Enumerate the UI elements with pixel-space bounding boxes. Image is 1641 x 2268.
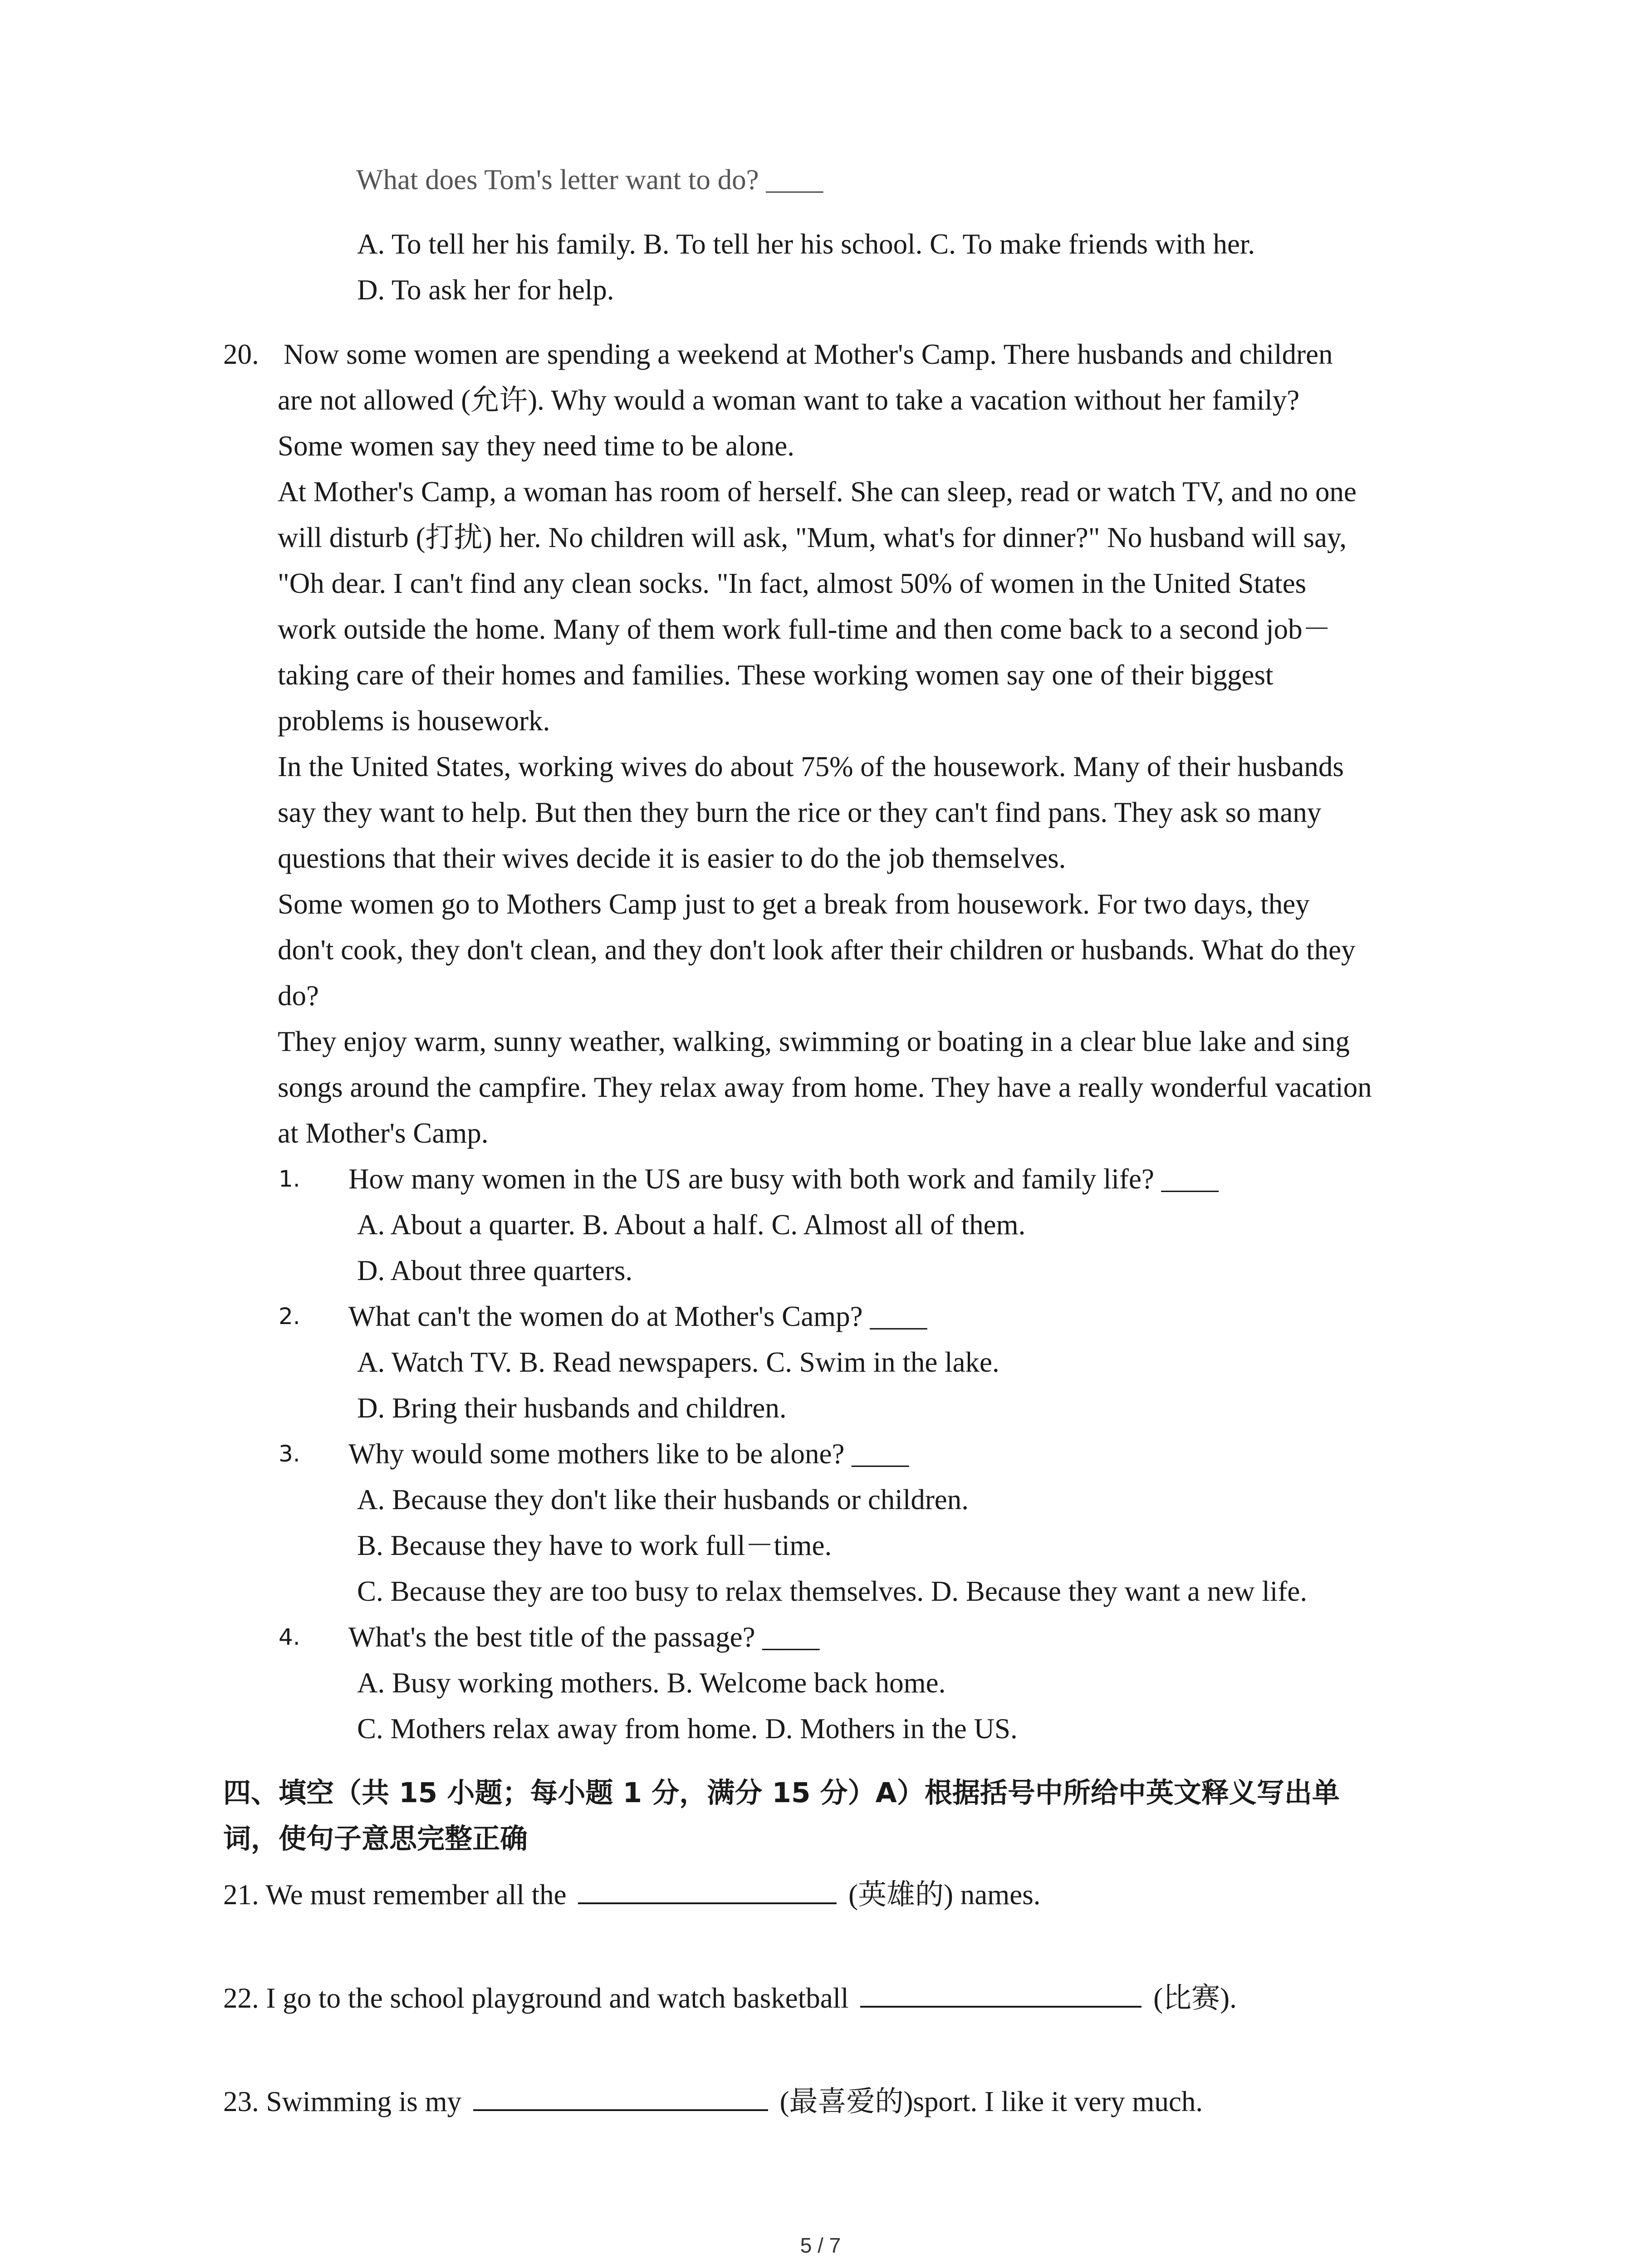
passage-line: At Mother's Camp, a woman has room of herself. She can sleep, read or watch TV, and no one <box>278 476 1357 508</box>
passage-line: In the United States, working wives do about 75% of the housework. Many of their husbands <box>278 751 1344 782</box>
passage-line: questions that their wives decide it is easier to do the job themselves. <box>278 842 1066 874</box>
fill-item-number: 21. <box>223 1879 259 1911</box>
passage-line: taking care of their homes and families. These working women say one of their biggest <box>278 659 1274 691</box>
passage-line: at Mother's Camp. <box>278 1117 489 1149</box>
answer-blank[interactable] <box>578 1871 837 1904</box>
option-line: C. Mothers relax away from home. D. Mothers in the US. <box>357 1713 1018 1745</box>
q19-option-line-2: D. To ask her for help. <box>357 274 614 306</box>
passage-line: don't cook, they don't clean, and they don't look after their children or husbands. What do they <box>278 934 1356 966</box>
option-line: D. Bring their husbands and children. <box>357 1392 787 1424</box>
passage-line: are not allowed (允许). Why would a woman want to take a vacation without her family? <box>278 384 1300 416</box>
sub-question-number: 1. <box>279 1166 300 1192</box>
sub-question-number: 2. <box>279 1303 300 1330</box>
passage-line: say they want to help. But then they burn the rice or they can't find pans. They ask so many <box>278 797 1322 828</box>
passage-line: "Oh dear. I can't find any clean socks. "In fact, almost 50% of women in the United States <box>278 567 1307 599</box>
fill-item-text-after: (最喜爱的)sport. I like it very much. <box>779 2086 1203 2117</box>
passage-line: Some women say they need time to be alone. <box>278 430 794 462</box>
section-heading: 四、填空（共 15 小题；每小题 1 分，满分 15 分）A）根据括号中所给中英文释义写出单 <box>223 1777 1340 1809</box>
option-line: A. Watch TV. B. Read newspapers. C. Swim in the lake. <box>357 1346 999 1378</box>
sub-question-number: 4. <box>279 1624 300 1650</box>
passage-line: Some women go to Mothers Camp just to get a break from housework. For two days, they <box>278 888 1310 920</box>
option-line: B. Because they have to work full－time. <box>357 1530 832 1561</box>
passage-line: Now some women are spending a weekend at Mother's Camp. There husbands and children <box>284 338 1333 370</box>
q19-option-line-1: A. To tell her his family. B. To tell her his school. C. To make friends with her. <box>357 228 1255 260</box>
option-line: A. About a quarter. B. About a half. C. Almost all of them. <box>357 1209 1026 1241</box>
passage-line: problems is housework. <box>278 705 550 737</box>
passage-line: They enjoy warm, sunny weather, walking, swimming or boating in a clear blue lake and sing <box>278 1026 1350 1057</box>
fill-item-23 <box>223 2077 1203 2125</box>
fill-item-text-before: I go to the school playground and watch basketball <box>266 1982 849 2014</box>
option-line: A. Because they don't like their husbands or children. <box>357 1484 969 1515</box>
fill-item-text-after: (英雄的) names. <box>848 1879 1041 1911</box>
fill-item-22 <box>223 1974 1237 2021</box>
cutoff-text: What does Tom's letter want to do? ____ <box>356 164 823 196</box>
fill-item-text-before: We must remember all the <box>265 1879 567 1911</box>
option-line: A. Busy working mothers. B. Welcome back home. <box>357 1667 946 1699</box>
fill-item-number: 22. <box>223 1982 259 2014</box>
fill-item-21 <box>223 1871 1040 1918</box>
section-heading: 词，使句子意思完整正确 <box>223 1823 528 1855</box>
fill-item-text-before: Swimming is my <box>266 2086 462 2117</box>
cutoff-previous-line <box>356 164 1014 217</box>
passage-line: do? <box>278 980 319 1012</box>
fill-item-number: 23. <box>223 2086 259 2117</box>
fill-item-text-after: (比赛). <box>1153 1982 1237 2014</box>
option-line: C. Because they are too busy to relax themselves. D. Because they want a new life. <box>357 1575 1308 1607</box>
sub-question-text: What can't the women do at Mother's Camp? ____ <box>348 1300 927 1332</box>
sub-question-number: 3. <box>279 1441 300 1467</box>
passage-line: work outside the home. Many of them work full-time and then come back to a second job－ <box>278 613 1331 645</box>
answer-blank[interactable] <box>473 2077 768 2111</box>
passage-line: will disturb (打扰) her. No children will ask, "Mum, what's for dinner?" No husband will say, <box>278 522 1347 553</box>
sub-question-text: What's the best title of the passage? ____ <box>348 1621 820 1653</box>
sub-question-text: How many women in the US are busy with both work and family life? ____ <box>348 1163 1219 1195</box>
sub-question-text: Why would some mothers like to be alone? ____ <box>348 1438 909 1470</box>
page-number: 5 / 7 <box>800 2234 841 2257</box>
passage-line: songs around the campfire. They relax away from home. They have a really wonderful vacation <box>278 1071 1372 1103</box>
question-number-20: 20. <box>223 338 259 370</box>
answer-blank[interactable] <box>860 1974 1141 2008</box>
option-line: D. About three quarters. <box>357 1255 633 1286</box>
